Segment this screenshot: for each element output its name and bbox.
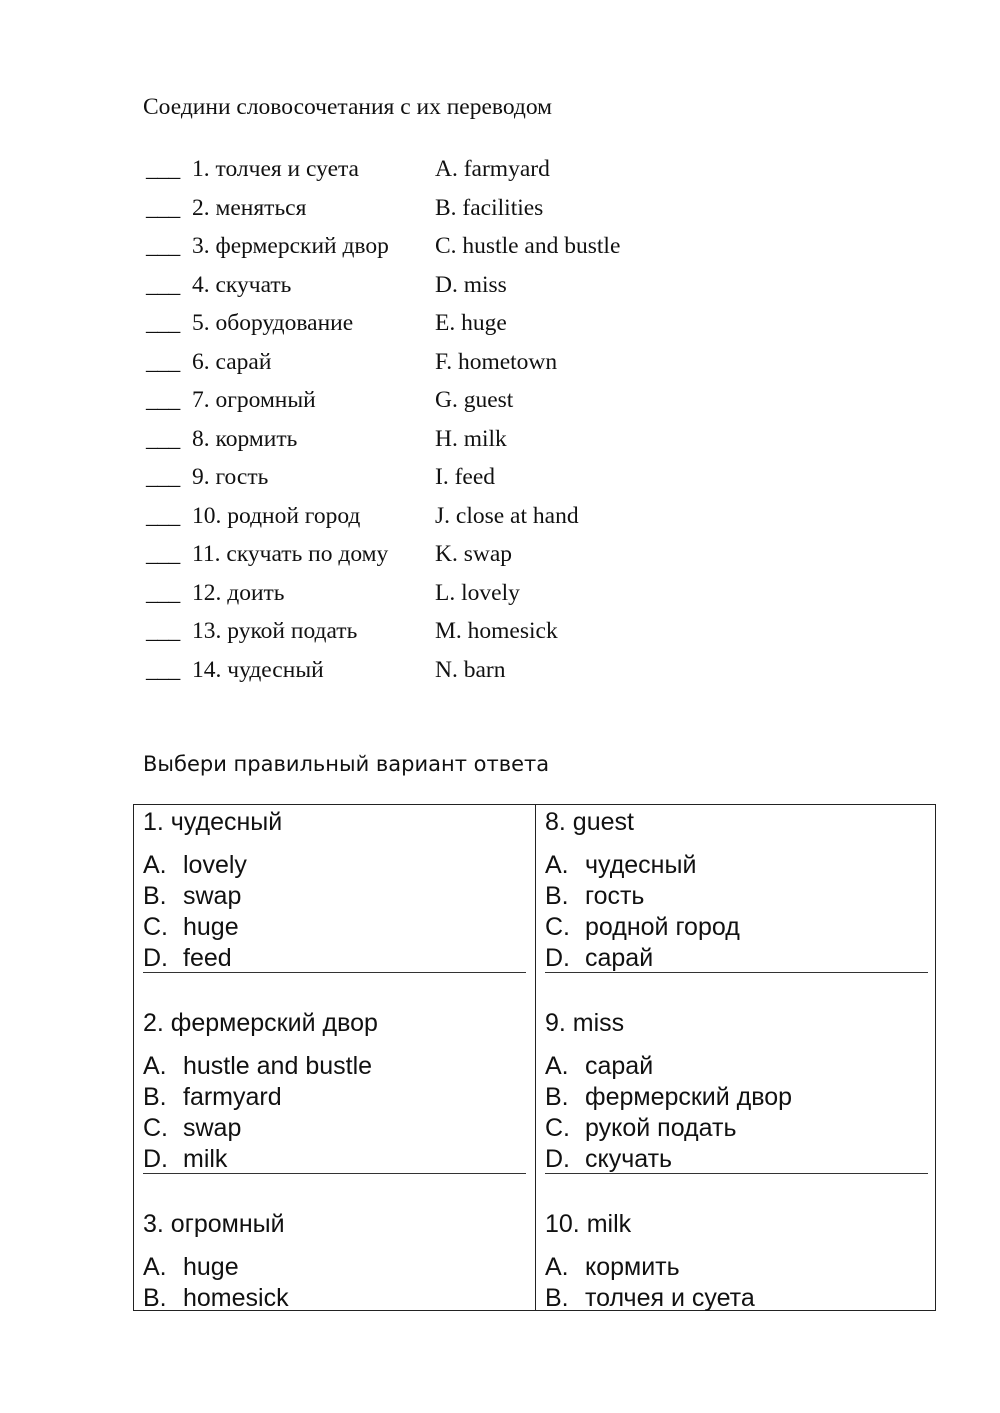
- answer-option[interactable]: [143, 1144, 526, 1175]
- item-number: 10.: [192, 502, 222, 529]
- russian-text: скучать: [215, 271, 292, 298]
- russian-text: родной город: [227, 502, 361, 529]
- option-text: чудесный: [585, 851, 697, 879]
- answer-option[interactable]: [545, 1051, 928, 1082]
- item-number: 8.: [192, 425, 210, 452]
- answer-option[interactable]: [143, 1082, 526, 1113]
- question-separator: [545, 972, 928, 973]
- item-number: 14.: [192, 656, 222, 683]
- option-text: кормить: [585, 1253, 680, 1281]
- english-option: H. milk: [435, 425, 507, 452]
- answer-options: [143, 1051, 526, 1175]
- russian-phrase: [192, 195, 306, 222]
- answer-blank[interactable]: ___: [146, 156, 180, 182]
- option-text: milk: [183, 1145, 228, 1173]
- answer-option[interactable]: [545, 1082, 928, 1113]
- question-title: 9. miss: [545, 1009, 625, 1037]
- english-option: J. close at hand: [435, 502, 579, 529]
- question-title: 8. guest: [545, 808, 634, 836]
- answer-blank[interactable]: ___: [146, 618, 180, 644]
- option-text: huge: [183, 1253, 239, 1281]
- russian-text: оборудование: [215, 310, 354, 336]
- answer-blank[interactable]: ___: [146, 387, 180, 413]
- option-letter: A.: [545, 1253, 569, 1281]
- quiz-heading: Выбери правильный вариант ответа: [143, 752, 550, 776]
- russian-phrase: [192, 503, 360, 530]
- russian-phrase: [192, 387, 316, 414]
- answer-blank[interactable]: ___: [146, 656, 180, 683]
- item-number: 11.: [192, 541, 221, 567]
- russian-text: огромный: [215, 387, 316, 413]
- question-separator: [545, 1173, 928, 1174]
- answer-option[interactable]: [143, 1283, 526, 1314]
- question-title: 10. milk: [545, 1210, 632, 1238]
- option-letter: D.: [143, 1145, 168, 1173]
- option-text: hustle and bustle: [183, 1052, 373, 1080]
- column-divider: [535, 805, 536, 1310]
- option-text: homesick: [183, 1284, 289, 1312]
- option-text: сарай: [585, 944, 654, 972]
- russian-phrase: [192, 541, 388, 568]
- russian-phrase: [192, 657, 324, 684]
- english-option: G. guest: [435, 387, 514, 413]
- answer-option[interactable]: [545, 881, 928, 912]
- answer-blank[interactable]: ___: [146, 233, 180, 259]
- english-option: C. hustle and bustle: [435, 233, 621, 259]
- answer-options: [545, 1252, 928, 1314]
- option-letter: C.: [545, 913, 570, 941]
- question-title: 3. огромный: [143, 1210, 285, 1238]
- answer-blank[interactable]: ___: [146, 579, 180, 606]
- answer-option[interactable]: [143, 912, 526, 943]
- answer-blank[interactable]: ___: [146, 502, 180, 529]
- russian-phrase: [192, 310, 353, 337]
- english-option: I. feed: [435, 464, 496, 490]
- option-letter: B.: [545, 1284, 569, 1312]
- answer-option[interactable]: [545, 912, 928, 943]
- option-text: huge: [183, 913, 239, 941]
- russian-text: чудесный: [227, 656, 324, 683]
- answer-option[interactable]: [143, 1051, 526, 1082]
- item-number: 3.: [192, 233, 210, 259]
- russian-text: меняться: [215, 194, 307, 221]
- answer-options: [143, 1252, 526, 1314]
- answer-option[interactable]: [143, 850, 526, 881]
- russian-phrase: [192, 426, 297, 453]
- russian-text: толчея и суета: [215, 156, 359, 182]
- russian-phrase: [192, 618, 357, 645]
- answer-option[interactable]: [545, 850, 928, 881]
- english-option: E. huge: [435, 310, 507, 336]
- option-letter: C.: [143, 1114, 168, 1142]
- answer-option[interactable]: [545, 1252, 928, 1283]
- english-option: A. farmyard: [435, 156, 550, 182]
- answer-option[interactable]: [545, 1113, 928, 1144]
- option-letter: A.: [143, 1052, 167, 1080]
- russian-phrase: [192, 156, 359, 183]
- answer-option[interactable]: [143, 1252, 526, 1283]
- english-option: M. homesick: [435, 618, 558, 644]
- option-text: родной город: [585, 913, 740, 941]
- option-text: farmyard: [183, 1083, 282, 1111]
- option-letter: C.: [143, 913, 168, 941]
- option-letter: B.: [143, 882, 167, 910]
- option-text: lovely: [183, 851, 247, 879]
- option-letter: B.: [545, 882, 569, 910]
- matching-heading: Соедини словосочетания с их переводом: [143, 94, 553, 120]
- english-option: F. hometown: [435, 348, 558, 375]
- english-option: N. barn: [435, 656, 506, 683]
- russian-phrase: [192, 464, 268, 491]
- option-letter: B.: [143, 1083, 167, 1111]
- russian-phrase: [192, 349, 271, 376]
- option-letter: C.: [545, 1114, 570, 1142]
- russian-phrase: [192, 580, 285, 607]
- english-option: K. swap: [435, 541, 513, 567]
- russian-text: доить: [227, 579, 285, 606]
- option-text: гость: [585, 882, 645, 910]
- question-separator: [143, 1173, 526, 1174]
- option-letter: D.: [143, 944, 168, 972]
- answer-options: [545, 850, 928, 974]
- option-text: толчея и суета: [585, 1284, 755, 1312]
- option-text: сарай: [585, 1052, 654, 1080]
- option-letter: B.: [143, 1284, 167, 1312]
- russian-text: гость: [215, 464, 269, 490]
- russian-text: сарай: [215, 348, 272, 375]
- russian-text: рукой подать: [227, 618, 358, 644]
- option-letter: A.: [545, 1052, 569, 1080]
- item-number: 13.: [192, 618, 222, 644]
- answer-option[interactable]: [143, 1113, 526, 1144]
- answer-blank[interactable]: ___: [146, 541, 180, 567]
- quiz-table: [133, 804, 936, 1311]
- option-letter: B.: [545, 1083, 569, 1111]
- option-letter: D.: [545, 1145, 570, 1173]
- answer-option[interactable]: [545, 943, 928, 974]
- item-number: 2.: [192, 194, 210, 221]
- option-text: скучать: [585, 1145, 673, 1173]
- answer-blank[interactable]: ___: [146, 425, 180, 452]
- item-number: 7.: [192, 387, 210, 413]
- answer-option[interactable]: [143, 881, 526, 912]
- english-option: D. miss: [435, 271, 507, 298]
- answer-blank[interactable]: ___: [146, 194, 180, 221]
- question-separator: [143, 972, 526, 973]
- answer-option[interactable]: [545, 1283, 928, 1314]
- item-number: 12.: [192, 579, 222, 606]
- answer-blank[interactable]: ___: [146, 271, 180, 298]
- item-number: 5.: [192, 310, 210, 336]
- option-text: swap: [183, 882, 242, 910]
- answer-blank[interactable]: ___: [146, 464, 180, 490]
- option-text: feed: [183, 944, 232, 972]
- russian-text: скучать по дому: [226, 541, 389, 567]
- english-option: B. facilities: [435, 194, 544, 221]
- item-number: 9.: [192, 464, 210, 490]
- answer-blank[interactable]: ___: [146, 348, 180, 375]
- question-title: 1. чудесный: [143, 808, 283, 836]
- option-text: фермерский двор: [585, 1083, 793, 1111]
- english-option: L. lovely: [435, 579, 520, 606]
- option-letter: A.: [143, 1253, 167, 1281]
- russian-phrase: [192, 272, 291, 299]
- answer-blank[interactable]: ___: [146, 310, 180, 336]
- answer-option[interactable]: [545, 1144, 928, 1175]
- russian-text: кормить: [215, 425, 298, 452]
- russian-text: фермерский двор: [215, 233, 389, 259]
- answer-options: [143, 850, 526, 974]
- answer-options: [545, 1051, 928, 1175]
- item-number: 4.: [192, 271, 210, 298]
- option-letter: A.: [545, 851, 569, 879]
- answer-option[interactable]: [143, 943, 526, 974]
- russian-phrase: [192, 233, 389, 260]
- item-number: 1.: [192, 156, 210, 182]
- option-text: swap: [183, 1114, 242, 1142]
- option-text: рукой подать: [585, 1114, 737, 1142]
- option-letter: A.: [143, 851, 167, 879]
- item-number: 6.: [192, 348, 210, 375]
- option-letter: D.: [545, 944, 570, 972]
- question-title: 2. фермерский двор: [143, 1009, 378, 1037]
